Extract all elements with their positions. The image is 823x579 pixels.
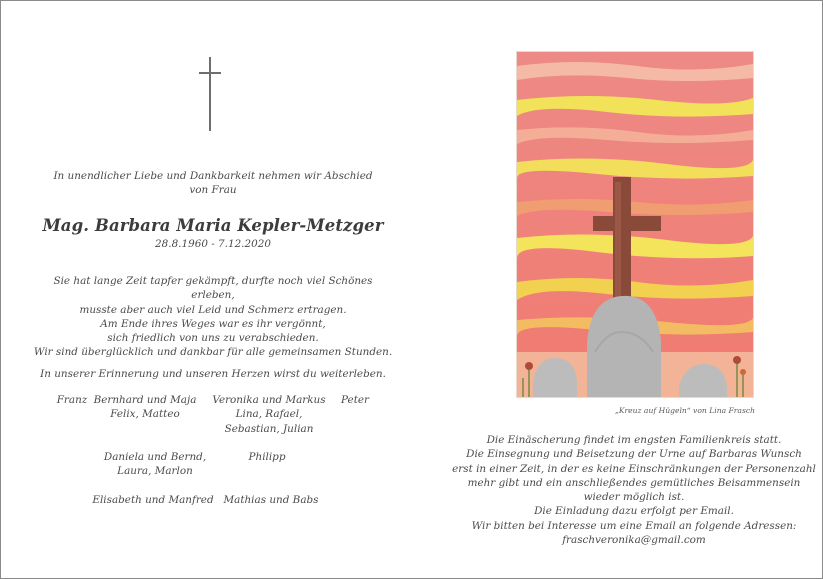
info-line: Die Einäscherung findet im engsten Familienkreis statt. [486, 434, 782, 446]
poem-line: Am Ende ihres Weges war es ihr vergönnt, [100, 317, 326, 330]
mourner-franz: Franz [56, 394, 88, 406]
memory-line: In unserer Erinnerung und unseren Herzen wirst du weiterleben. [40, 368, 386, 380]
poem-line: musste aber auch viel Leid und Schmerz ertragen. [79, 303, 347, 316]
poem-line: Wir sind überglücklich und dankbar für alle gemeinsamen Stunden. [33, 346, 393, 359]
mourner-veronika-markus [211, 393, 327, 436]
mourner-line: Veronika und Markus [212, 394, 326, 406]
funeral-info [449, 433, 819, 547]
email-address: fraschveronika@gmail.com [562, 534, 706, 547]
intro-text [31, 169, 395, 198]
mourner-line: Sebastian, Julian [224, 422, 314, 435]
intro-line: von Frau [189, 184, 237, 197]
mourner-daniela-bernd [93, 450, 217, 479]
mourner-peter: Peter [341, 394, 369, 406]
info-line: erst in einer Zeit, in der es keine Einschränkungen der Personenzahl [452, 462, 816, 475]
mourner-line: Bernhard und Maja [93, 394, 197, 406]
mourner-elisabeth-manfred: Elisabeth und Manfred [92, 494, 214, 506]
drawing-svg [517, 52, 753, 397]
life-dates: 28.8.1960 - 7.12.2020 [155, 238, 271, 250]
poem-line: Sie hat lange Zeit tapfer gekämpft, durfte noch viel Schönes erleben, [53, 275, 373, 302]
info-line: wieder möglich ist. [583, 491, 685, 504]
info-line: Die Einladung dazu erfolgt per Email. [534, 505, 734, 518]
mourner-line: Laura, Marlon [117, 465, 193, 478]
cross-icon [199, 57, 221, 131]
intro-line: In unendlicher Liebe und Dankbarkeit nehmen wir Abschied [53, 170, 373, 182]
info-line: Wir bitten bei Interesse um eine Email an folgende Adressen: [471, 519, 797, 532]
poem-text [31, 274, 395, 360]
drawing-caption: „Kreuz auf Hügeln“ von Lina Frasch [614, 406, 755, 415]
deceased-name: Mag. Barbara Maria Kepler-Metzger [42, 216, 384, 235]
info-line: Die Einsegnung und Beisetzung der Urne auf Barbaras Wunsch [466, 448, 802, 461]
info-line: mehr gibt und ein anschließendes gemütliches Beisammensein [467, 476, 801, 489]
poem-line: sich friedlich von uns zu verabschieden. [107, 332, 319, 345]
mourner-mathias-babs: Mathias und Babs [223, 494, 319, 506]
mourner-line: Daniela und Bernd, [103, 451, 207, 463]
mourner-line: Felix, Matteo [110, 408, 180, 421]
mourner-line: Lina, Rafael, [235, 408, 303, 421]
child-drawing-image [516, 51, 754, 398]
mourner-philipp: Philipp [248, 451, 286, 463]
mourner-bernhard-maja [93, 393, 197, 422]
